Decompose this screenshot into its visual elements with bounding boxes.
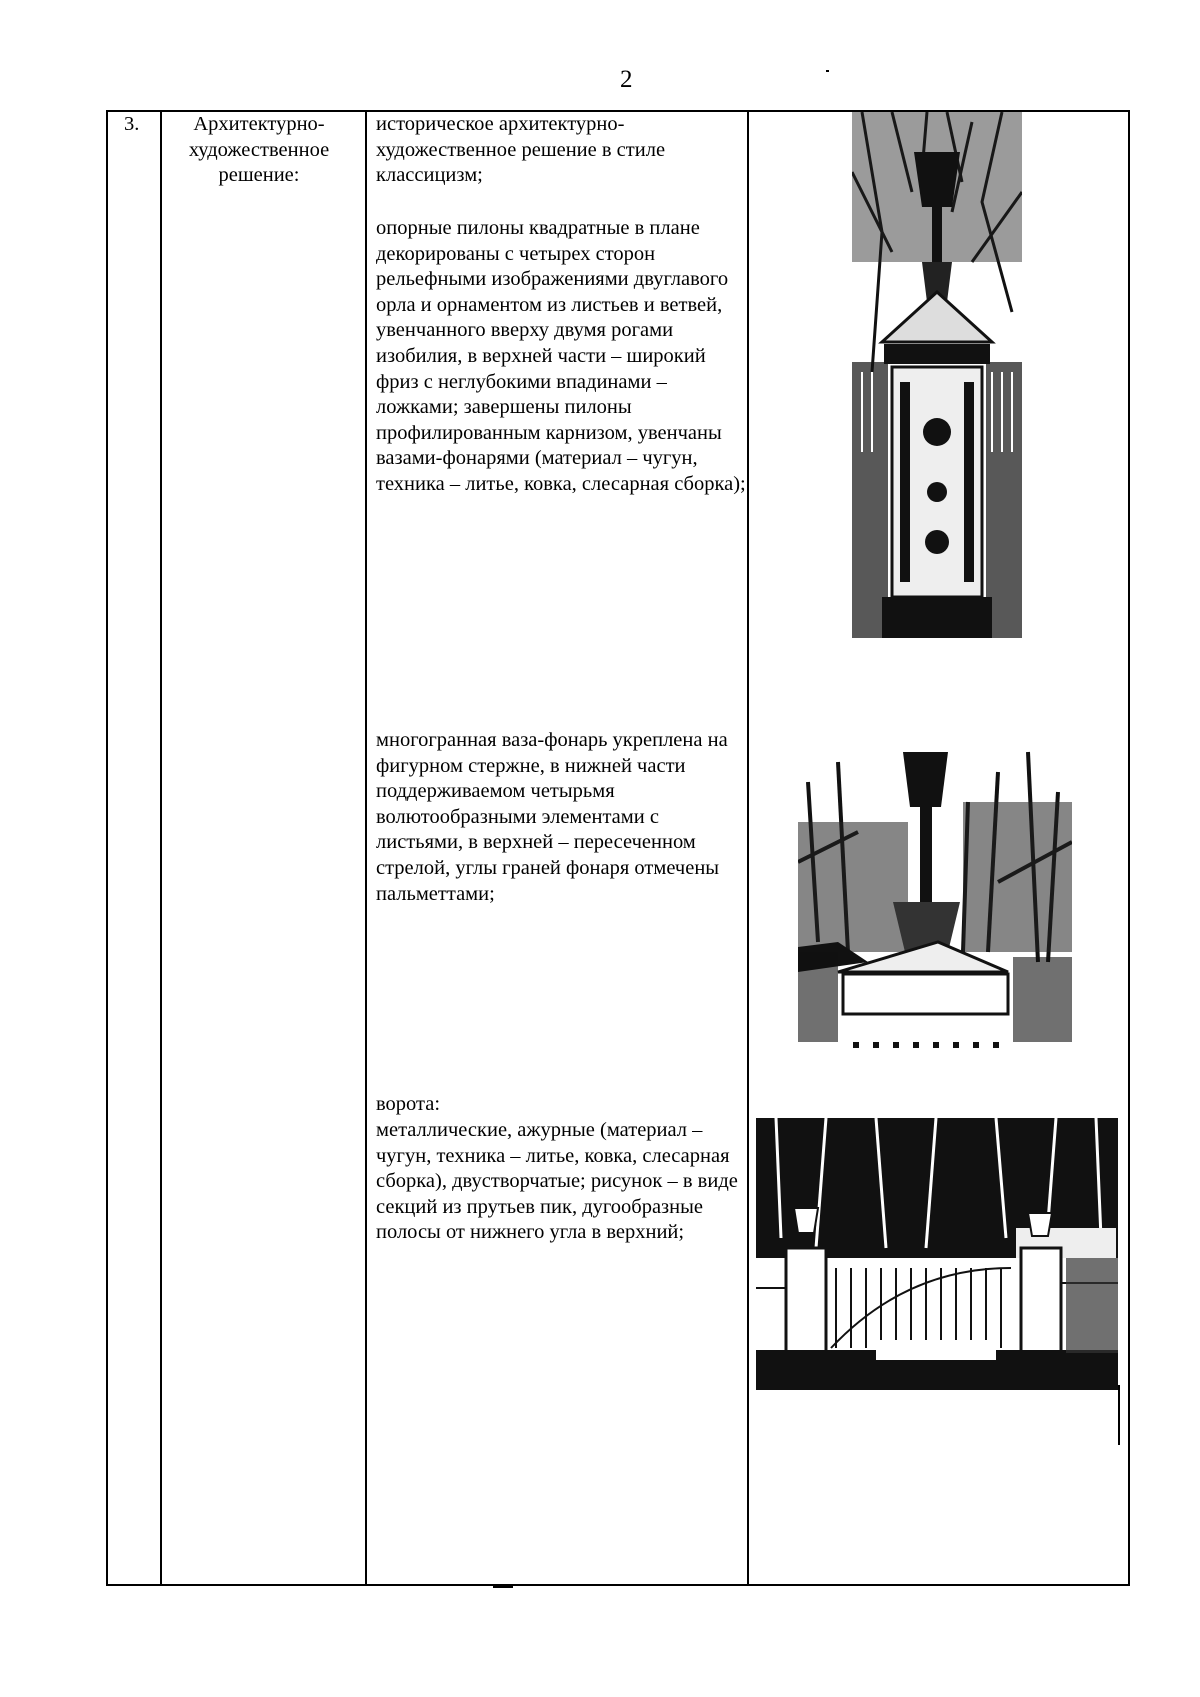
pylon-photo xyxy=(852,112,1022,638)
row-title: Архитектурно-художественное решение: xyxy=(188,113,330,187)
lantern-photo xyxy=(798,742,1072,1062)
scan-artifact xyxy=(826,70,829,72)
scan-artifact xyxy=(493,1585,513,1588)
gates-photo xyxy=(756,1118,1118,1390)
paragraph-gates-heading: ворота: xyxy=(376,1093,441,1115)
row-number: 3. xyxy=(124,113,140,135)
paragraph-style: историческое архитектурно-художественное решение в стиле классицизм; xyxy=(376,113,666,187)
paragraph-pylons: опорные пилоны квадратные в плане декорированы с четырех сторон рельефными изображениями двуглавого орла и орнаментом из листьев и ветвей, увенчанного вверху двумя рогами изобилия, в верхней части – широкий фриз с неглубокими впадинами – ложками; завершены пилоны профилированным карнизом, увенчаны вазами-фонарями (материал – чугун, техника – литье, ковка, слесарная сборка); xyxy=(376,217,746,495)
paragraph-gates: металлические, ажурные (материал – чугун, техника – литье, ковка, слесарная сборка), двустворчатые; рисунок – в виде секций из прутьев пик, дугообразные полосы от нижнего угла в верхний; xyxy=(376,1119,738,1244)
paragraph-lantern: многогранная ваза-фонарь укреплена на фигурном стержне, в нижней части поддерживаемом четырьмя волютообразными элементами с листьями, в верхней – пересеченном стрелой, углы граней фонаря отмечены пальметтами; xyxy=(376,729,728,905)
scan-artifact xyxy=(1118,1385,1120,1445)
page-number: 2 xyxy=(620,66,633,93)
